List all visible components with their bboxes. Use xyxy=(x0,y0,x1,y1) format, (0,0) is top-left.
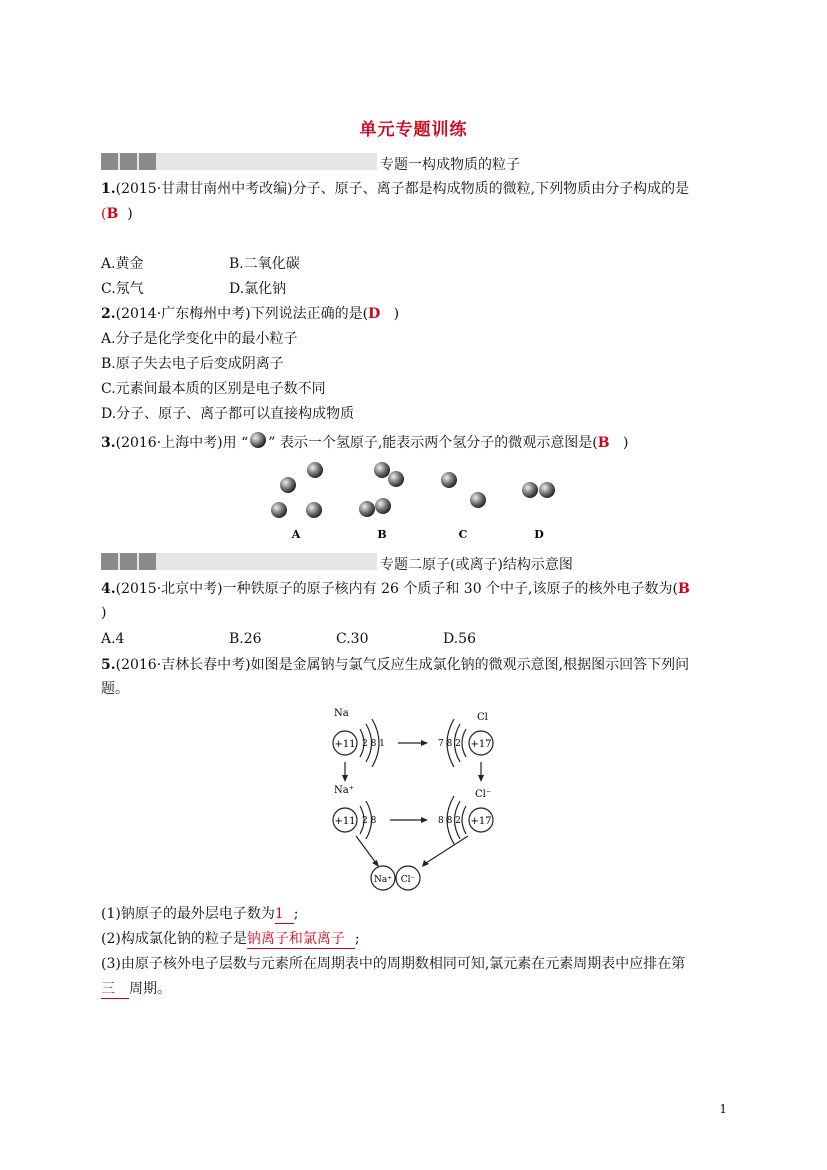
option: A.4 xyxy=(101,631,125,647)
question-5: 5.(2016·吉林长春中考)如图是金属钠与氯气反应生成氯化钠的微观示意图,根据图示回答下列问 xyxy=(101,657,690,673)
sub-question-3: (3)由原子核外电子层数与元素所在周期表中的周期数相同可知,氯元素在元素周期表中应排在第 xyxy=(101,956,686,972)
na-ion-nucleus: +11 xyxy=(334,816,356,827)
figure-label: A xyxy=(291,528,301,541)
option: A.分子是化学变化中的最小粒子 xyxy=(101,331,298,347)
cl-label: Cl xyxy=(477,712,488,723)
figure-label: C xyxy=(458,528,468,541)
option: D.氯化钠 xyxy=(229,281,287,297)
question-3: 3.(2016·上海中考)用 “ ” 表示一个氢原子,能表示两个氢分子的微观示意图是(B ) xyxy=(101,432,628,452)
question-4: 4.(2015·北京中考)一种铁原子的原子核内有 26 个质子和 30 个中子,该原子的核外电子数为(B xyxy=(101,581,690,597)
section-2-label: 专题二原子(或离子)结构示意图 xyxy=(380,557,573,573)
na-ion-shells: 2 8 xyxy=(362,816,377,826)
page-title: 单元专题训练 xyxy=(359,120,468,140)
page-number: 1 xyxy=(719,1102,727,1116)
na-label: Na xyxy=(334,708,349,719)
question-1: 1.(2015·甘肃甘南州中考改编)分子、原子、离子都是构成物质的微粒,下列物质由分子构成的是 xyxy=(101,181,690,197)
option: B.二氧化碳 xyxy=(229,256,300,272)
cl-nucleus: +17 xyxy=(470,739,492,750)
cl-shells: 7 8 2 xyxy=(438,739,461,749)
section-bar xyxy=(101,553,377,570)
sodium-chlorine-reaction-diagram xyxy=(320,708,510,898)
option: C.氖气 xyxy=(101,281,144,297)
na-nucleus: +11 xyxy=(334,739,356,750)
question-2: 2.(2014·广东梅州中考)下列说法正确的是(D ) xyxy=(101,306,400,322)
answer-close: ) xyxy=(101,605,107,621)
option: B.原子失去电子后变成阴离子 xyxy=(101,356,284,372)
figure-label: B xyxy=(377,528,387,541)
option: D.56 xyxy=(443,631,476,647)
sub-question-3-line2: 三 周期。 xyxy=(101,981,171,997)
product-cl: Cl⁻ xyxy=(400,875,416,885)
question-5-line2: 题。 xyxy=(101,681,129,697)
sub-question-2: (2)构成氯化钠的粒子是钠离子和氯离子 ; xyxy=(101,931,360,947)
na-shells: 2 8 1 xyxy=(362,739,385,749)
cl-ion-shells: 8 8 2 xyxy=(438,816,461,826)
na-ion-label: Na⁺ xyxy=(334,785,354,796)
hydrogen-atom-icon xyxy=(248,432,268,450)
figure-label: D xyxy=(534,528,544,541)
section-bar xyxy=(101,153,377,170)
cl-ion-label: Cl⁻ xyxy=(475,789,492,800)
section-1-label: 专题一构成物质的粒子 xyxy=(380,157,520,173)
sub-question-1: (1)钠原子的最外层电子数为1 ; xyxy=(101,906,299,922)
product-na: Na⁺ xyxy=(374,875,392,885)
cl-ion-nucleus: +17 xyxy=(470,816,492,827)
option: C.30 xyxy=(336,631,369,647)
option: B.26 xyxy=(229,631,262,647)
hydrogen-molecule-figure xyxy=(260,455,570,545)
option: C.元素间最本质的区别是电子数不同 xyxy=(101,381,326,397)
option: D.分子、原子、离子都可以直接构成物质 xyxy=(101,406,355,422)
option: A.黄金 xyxy=(101,256,144,272)
question-1-answer: (B ) xyxy=(101,206,133,222)
